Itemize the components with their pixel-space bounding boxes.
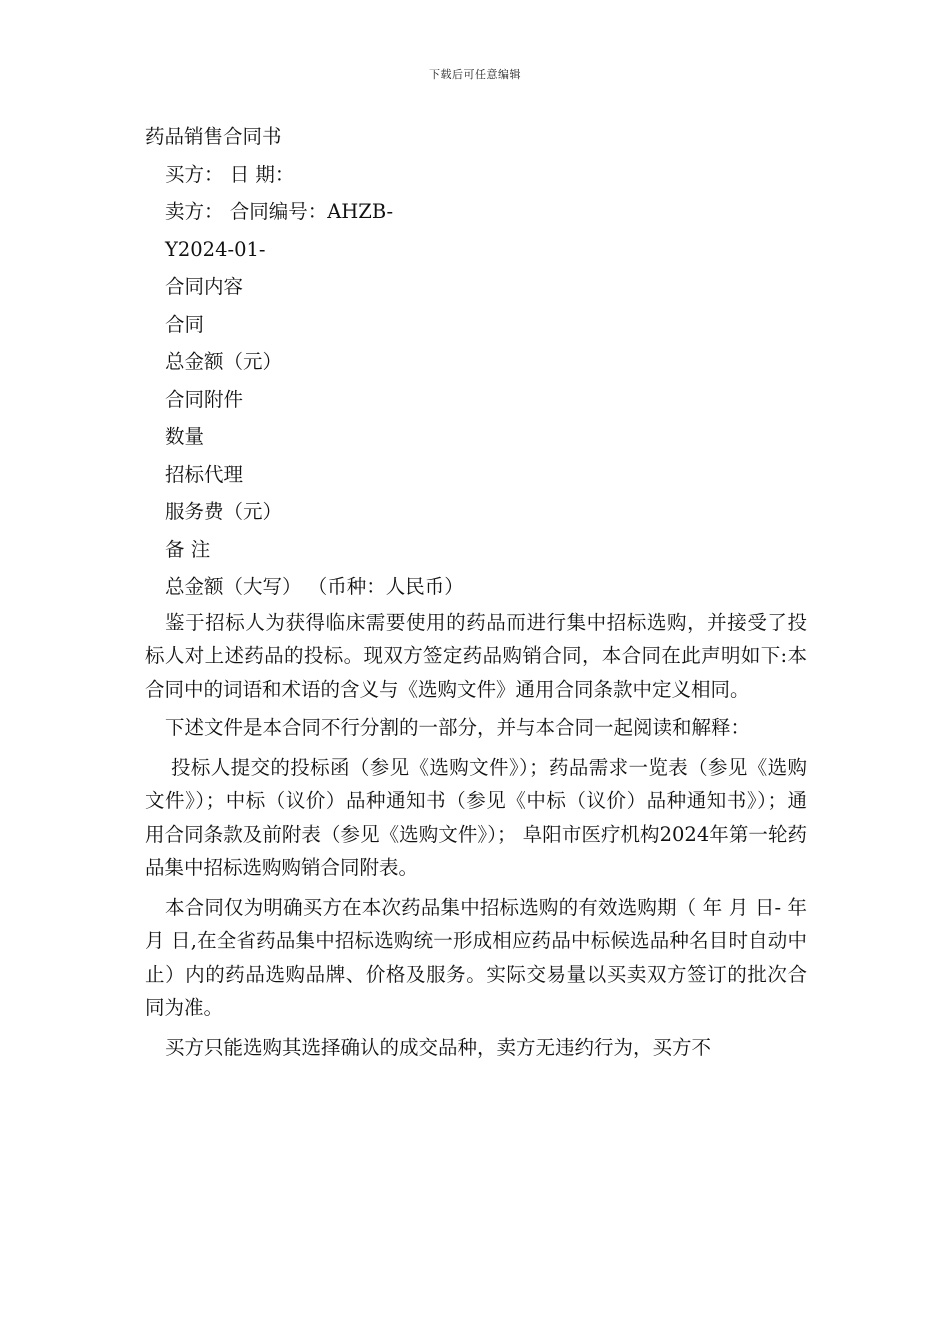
seller-contract-number-line: 卖方： 合同编号：AHZB- bbox=[165, 200, 394, 223]
field-service-fee: 服务费（元） bbox=[165, 500, 283, 523]
document-body bbox=[145, 118, 807, 1064]
field-quantity: 数量 bbox=[165, 425, 205, 448]
field-contract: 合同 bbox=[165, 312, 205, 336]
document-title: 药品销售合同书 bbox=[145, 125, 282, 148]
field-contract-attachment: 合同附件 bbox=[165, 387, 244, 411]
field-bidding-agent: 招标代理 bbox=[165, 462, 244, 486]
paragraph-preamble: 鉴于招标人为获得临床需要使用的药品而进行集中招标选购，并接受了投标人对上述药品的投标。现双方签定药品购销合同，本合同在此声明如下:本合同中的词语和术语的含义与《选购文件》通用合同条款中定义相同。 bbox=[145, 610, 807, 701]
field-total-amount: 总金额（元） bbox=[165, 350, 283, 373]
field-total-amount-in-words: 总金额（大写） （币种：人民币） bbox=[165, 575, 464, 598]
paragraph-purchase-scope: 买方只能选购其选择确认的成交品种，卖方无违约行为，买方不 bbox=[165, 1035, 712, 1059]
paragraph-documents-list: 投标人提交的投标函（参见《选购文件》）；药品需求一览表（参见《选购文件》）；中标（议价）品种通知书（参见《中标（议价）品种通知书》）；通用合同条款及前附表（参见《选购文件》）； 阜阳市医疗机构2024年第一轮药品集中招标选购购销合同附表。 bbox=[145, 755, 807, 879]
header-note: 下载后可任意编辑 bbox=[429, 68, 521, 81]
paragraph-documents-intro: 下述文件是本合同不行分割的一部分，并与本合同一起阅读和解释： bbox=[165, 716, 751, 739]
paragraph-validity-period: 本合同仅为明确买方在本次药品集中招标选购的有效选购期（ 年 月 日- 年 月 日,在全省药品集中招标选购统一形成相应药品中标候选品种名目时自动中止）内的药品选购品牌、价格及服务。实际交易量以买卖双方签订的批次合同为准。 bbox=[145, 895, 807, 1019]
field-remarks: 备 注 bbox=[165, 537, 211, 561]
buyer-date-line: 买方： 日 期： bbox=[165, 162, 295, 186]
field-contract-content: 合同内容 bbox=[165, 275, 244, 298]
contract-number-continued: Y2024-01- bbox=[165, 237, 266, 261]
